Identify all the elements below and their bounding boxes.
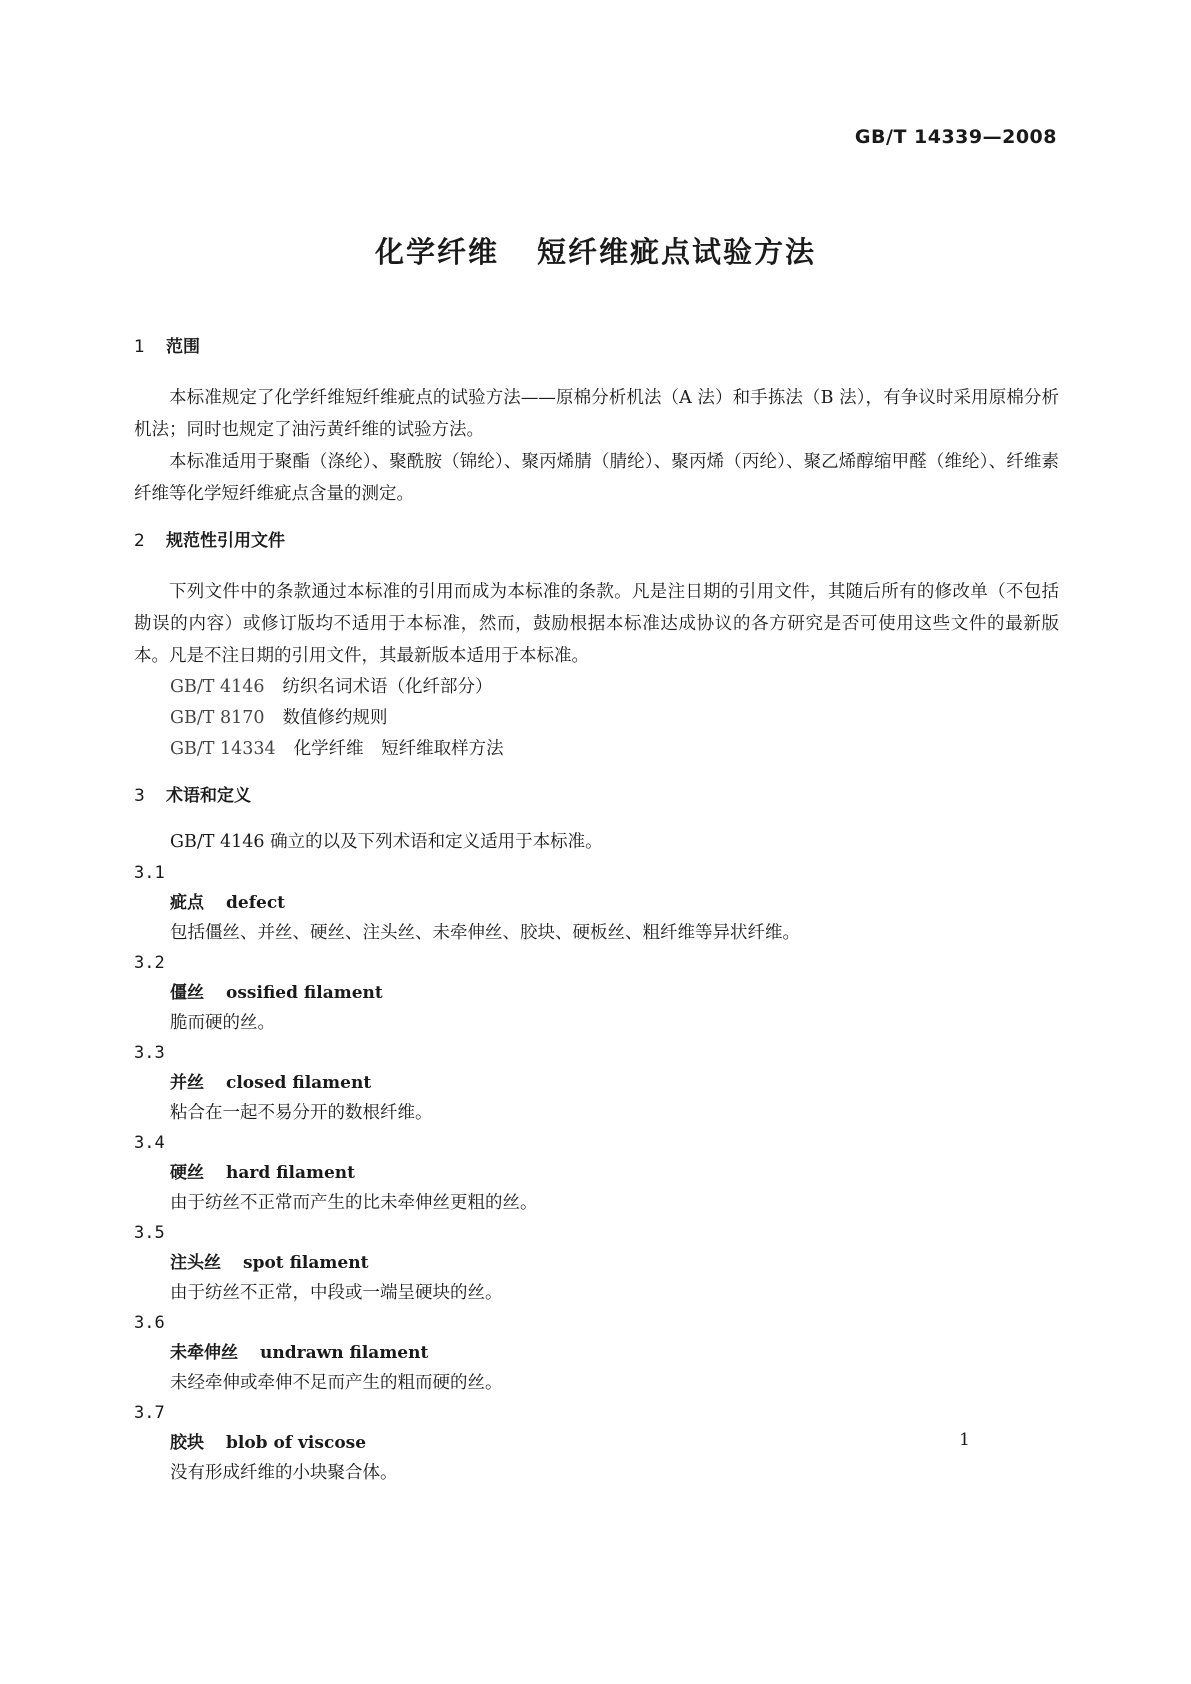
term-en: blob of viscose [226,1433,367,1453]
term-entry [134,1428,1059,1458]
term-definition: 包括僵丝、并丝、硬丝、注头丝、未牵伸丝、胶块、硬板丝、粗纤维等异状纤维。 [170,923,800,943]
clause-number: 3.4 [134,1133,165,1153]
section-title: 术语和定义 [166,786,251,806]
document-title [0,230,1191,271]
term-entry [134,888,1059,918]
title-part-1: 化学纤维 [374,235,499,269]
term-entry [134,1338,1059,1368]
reference-code: GB/T 4146 [170,677,265,697]
clause-number: 3.5 [134,1223,165,1243]
term-zh: 胶块 [170,1433,204,1453]
term-definition: 由于纺丝不正常，中段或一端呈硬块的丝。 [170,1283,503,1303]
page-number: 1 [959,1430,970,1450]
term-zh: 疵点 [170,893,204,913]
section-heading-terms [134,783,1059,809]
term-en: defect [226,893,286,913]
term-entry [134,978,1059,1008]
term-entry [134,1158,1059,1188]
reference-title: 数值修约规则 [282,708,388,728]
section-heading-scope [134,334,1059,360]
term-zh: 硬丝 [170,1163,204,1183]
scope-paragraph-1: 本标准规定了化学纤维短纤维疵点的试验方法——原棉分析机法（A 法）和手拣法（B 法），有争议时采用原棉分析机法；同时也规定了油污黄纤维的试验方法。 [134,388,1059,440]
section-heading-references [134,528,1059,554]
term-en: closed filament [226,1073,372,1093]
term-entry [134,1248,1059,1278]
clause-number: 3.3 [134,1043,165,1063]
scope-paragraph-2: 本标准适用于聚酯（涤纶）、聚酰胺（锦纶）、聚丙烯腈（腈纶）、聚丙烯（丙纶）、聚乙烯醇缩甲醛（维纶）、纤维素纤维等化学短纤维疵点含量的测定。 [134,452,1059,504]
reference-item [134,703,1059,734]
section-number: 3 [134,786,145,806]
reference-item [134,672,1059,703]
term-en: ossified filament [226,983,383,1003]
standard-code: GB/T 14339—2008 [854,126,1057,148]
document-body [134,334,1059,1488]
section-title: 范围 [166,337,200,357]
section-number: 1 [134,337,145,357]
references-paragraph: 下列文件中的条款通过本标准的引用而成为本标准的条款。凡是注日期的引用文件，其随后所有的修改单（不包括勘误的内容）或修订版均不适用于本标准，然而，鼓励根据本标准达成协议的各方研究是否可使用这些文件的最新版本。凡是不注日期的引用文件，其最新版本适用于本标准。 [134,582,1059,666]
term-zh: 僵丝 [170,983,204,1003]
clause-number: 3.7 [134,1403,165,1423]
clause-number: 3.1 [134,863,165,883]
term-zh: 并丝 [170,1073,204,1093]
term-zh: 未牵伸丝 [170,1343,238,1363]
reference-title: 化学纤维 短纤维取样方法 [293,739,504,759]
term-definition: 未经牵伸或牵伸不足而产生的粗而硬的丝。 [170,1373,503,1393]
clause-number: 3.2 [134,953,165,973]
reference-title: 纺织名词术语（化纤部分） [282,677,493,697]
term-definition: 脆而硬的丝。 [170,1013,275,1033]
section-number: 2 [134,531,145,551]
term-definition: 没有形成纤维的小块聚合体。 [170,1463,398,1483]
term-en: undrawn filament [260,1343,429,1363]
reference-item [134,734,1059,765]
reference-code: GB/T 8170 [170,708,265,728]
term-entry [134,1068,1059,1098]
title-part-2: 短纤维疵点试验方法 [537,235,817,269]
clause-number: 3.6 [134,1313,165,1333]
term-definition: 由于纺丝不正常而产生的比未牵伸丝更粗的丝。 [170,1193,538,1213]
reference-code: GB/T 14334 [170,739,276,759]
term-zh: 注头丝 [170,1253,221,1273]
terms-intro: GB/T 4146 确立的以及下列术语和定义适用于本标准。 [170,832,603,852]
term-en: hard filament [226,1163,355,1183]
section-title: 规范性引用文件 [166,531,285,551]
term-en: spot filament [243,1253,369,1273]
term-definition: 粘合在一起不易分开的数根纤维。 [170,1103,433,1123]
